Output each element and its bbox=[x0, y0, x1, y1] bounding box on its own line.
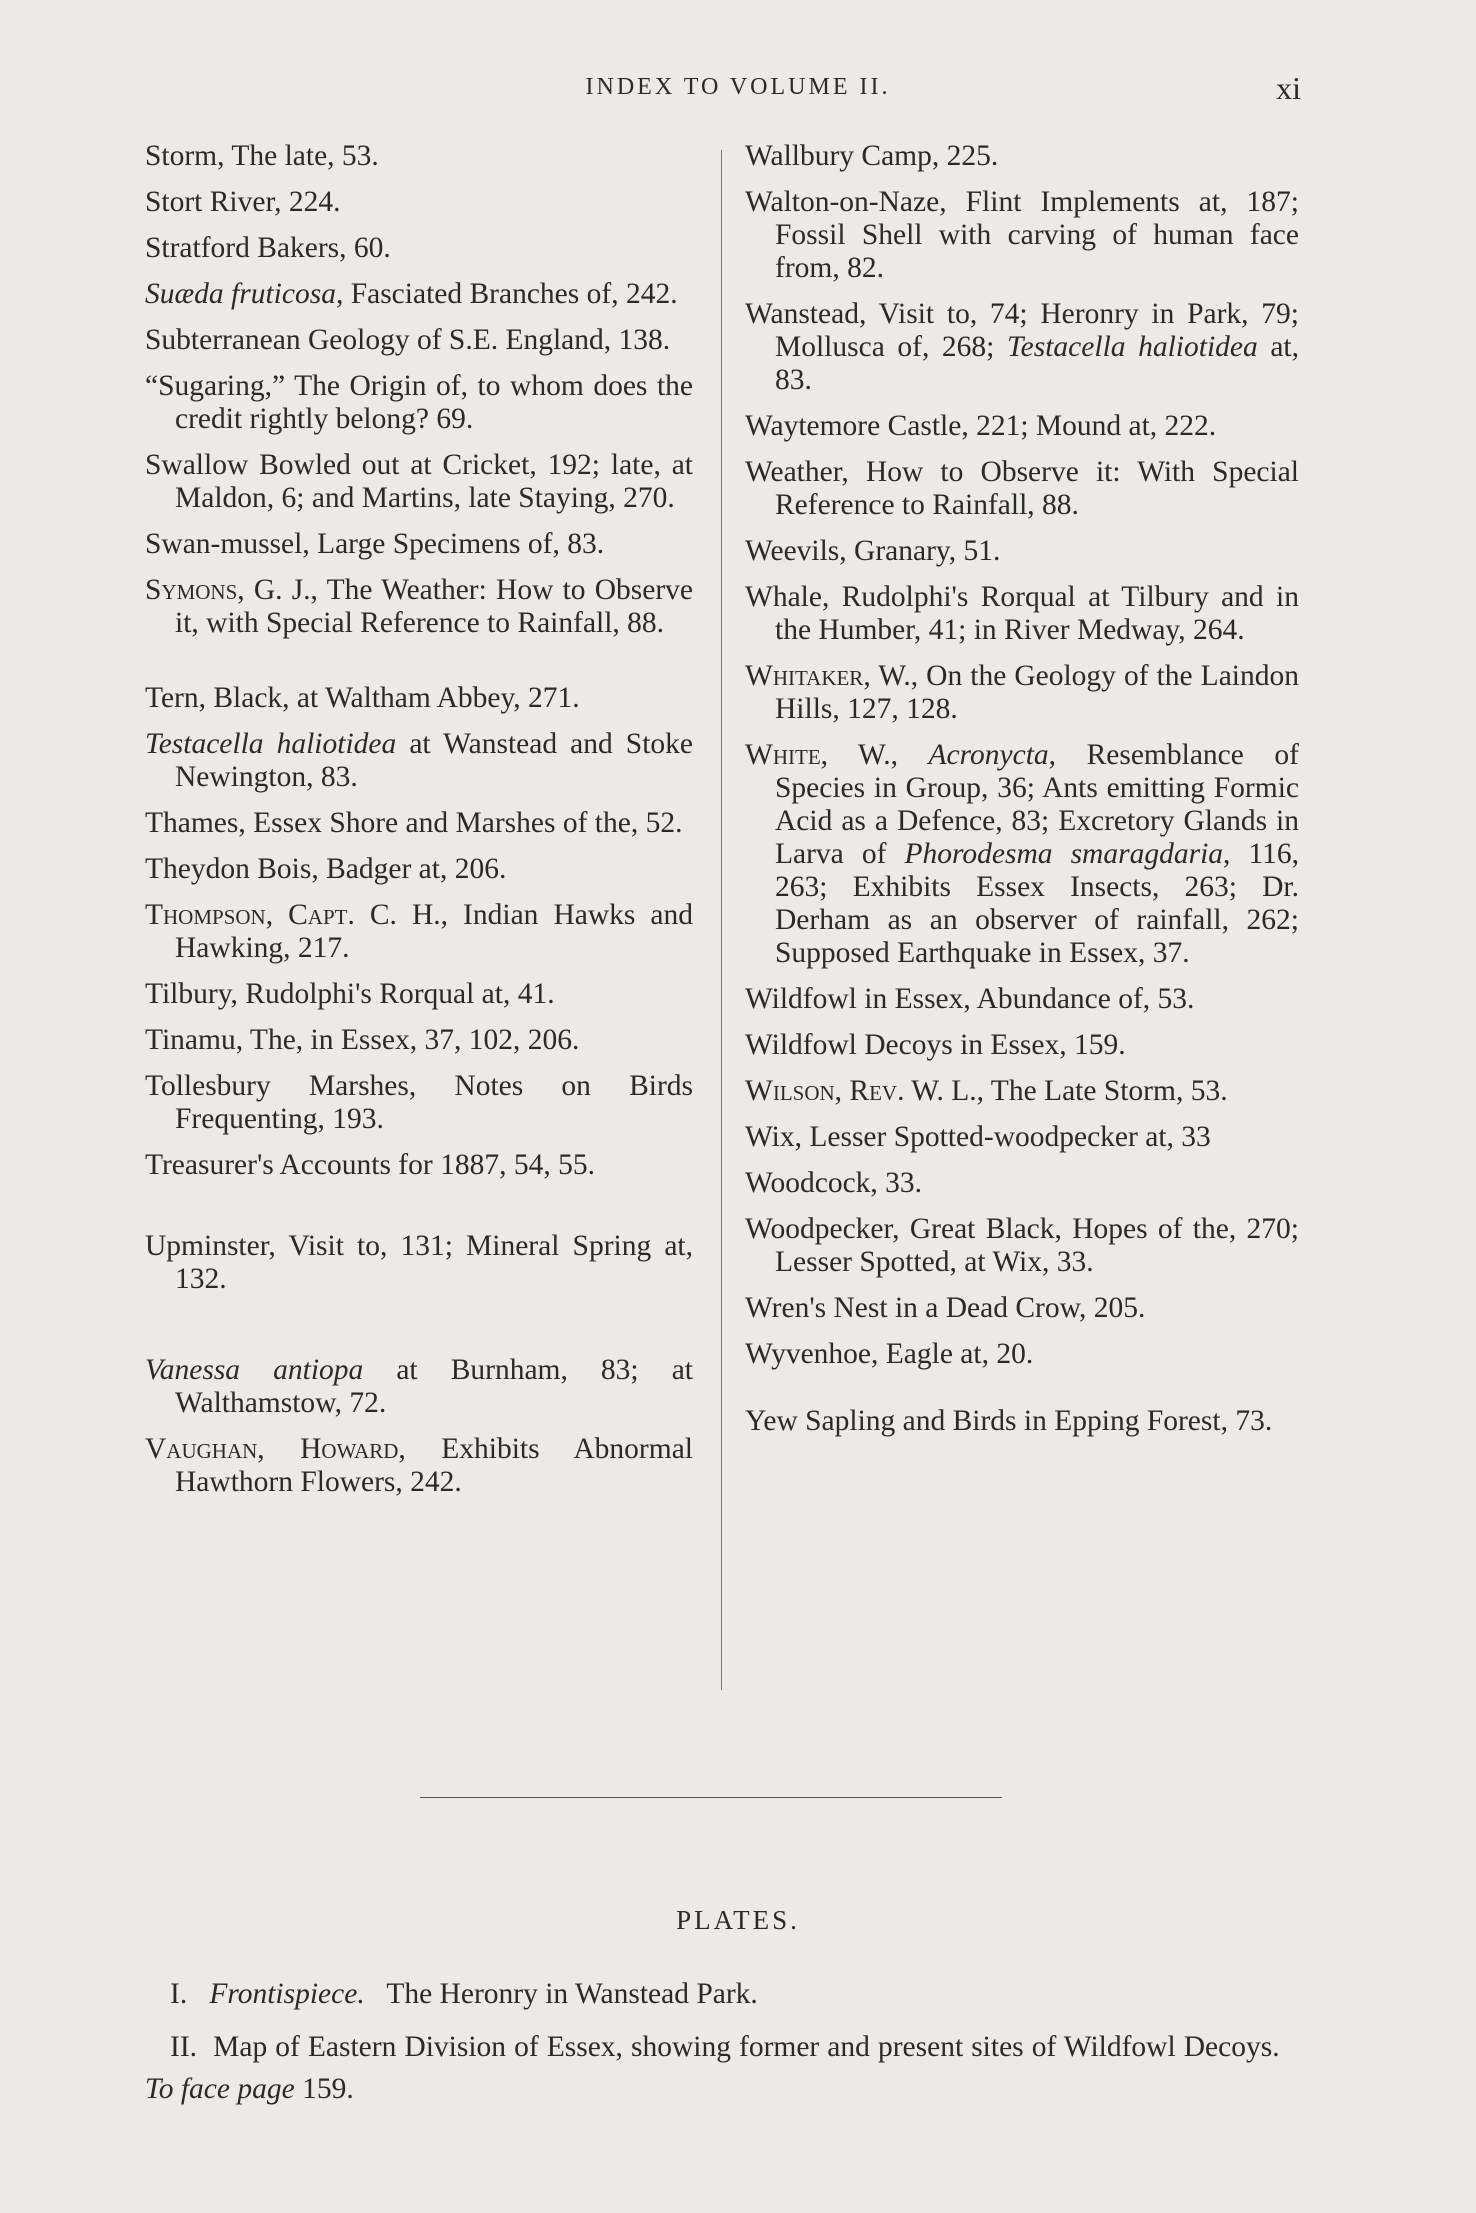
index-entry bbox=[145, 853, 693, 886]
column-divider bbox=[721, 150, 722, 1690]
index-entry bbox=[745, 660, 1299, 726]
index-entry bbox=[745, 535, 1299, 568]
entry-text: Stratford Bakers, 60. bbox=[145, 232, 391, 264]
index-entry bbox=[745, 456, 1299, 522]
entry-text: Yew Sapling and Birds in Epping Forest, 73. bbox=[745, 1405, 1273, 1437]
entry-author-name: Whitaker, W. bbox=[745, 660, 911, 692]
index-entry bbox=[745, 186, 1299, 285]
entry-text: Swallow Bowled out at Cricket, 192; late, at Maldon, 6; and Martins, late Staying, 270. bbox=[145, 449, 693, 514]
entry-text: , 116, 263; Exhibits Essex Insects, 263; Dr. Derham as an observer of rainfall, 262; Supposed Earthquake in Essex, 37. bbox=[775, 838, 1299, 969]
entry-text: at, 83. bbox=[775, 331, 1300, 396]
entry-text: Swan-mussel, Large Specimens of, 83. bbox=[145, 528, 605, 560]
entry-text: , The Late Storm, 53. bbox=[976, 1075, 1228, 1107]
entry-text: at Burnham, 83; at Walthamstow, 72. bbox=[175, 1354, 693, 1419]
entry-author-name: Vaughan, Howard bbox=[145, 1433, 399, 1465]
entry-text: , Resemblance of Species in Group, 36; Ants emitting Formic Acid as a Defence, 83; Excretory Glands in Larva of bbox=[775, 739, 1299, 870]
running-head bbox=[0, 70, 1476, 110]
entry-text: Waytemore Castle, 221; Mound at, 222. bbox=[745, 410, 1217, 442]
index-entry bbox=[145, 324, 693, 357]
entry-text: Treasurer's Accounts for 1887, 54, 55. bbox=[145, 1149, 595, 1181]
plate-caption: Map of Eastern Division of Essex, showing former and present sites of Wildfowl Decoys. bbox=[213, 2031, 1280, 2063]
plate-caption-italic: To face page bbox=[145, 2073, 295, 2105]
entry-text: Stort River, 224. bbox=[145, 186, 341, 218]
index-entry bbox=[145, 1024, 693, 1057]
index-entry bbox=[745, 739, 1299, 970]
index-entry bbox=[145, 278, 693, 311]
entry-text: Theydon Bois, Badger at, 206. bbox=[145, 853, 507, 885]
index-entry bbox=[145, 140, 693, 173]
index-entry bbox=[745, 410, 1299, 443]
index-entry bbox=[145, 807, 693, 840]
entry-author-name: Thompson, Capt. C. H. bbox=[145, 899, 441, 931]
entry-italic-text: Testacella haliotidea bbox=[145, 728, 397, 760]
plate-page: 159. bbox=[302, 2073, 354, 2105]
plate-caption-italic: Frontispiece. bbox=[209, 1978, 365, 2010]
index-entry bbox=[145, 682, 693, 715]
index-entry bbox=[745, 581, 1299, 647]
index-entry bbox=[145, 528, 693, 561]
entry-text: Wildfowl Decoys in Essex, 159. bbox=[745, 1029, 1126, 1061]
index-entry bbox=[145, 1354, 693, 1420]
page-title: INDEX TO VOLUME II. bbox=[585, 74, 891, 100]
entry-text: Tilbury, Rudolphi's Rorqual at, 41. bbox=[145, 978, 555, 1010]
entry-text: Thames, Essex Shore and Marshes of the, 52. bbox=[145, 807, 683, 839]
index-entry bbox=[745, 1338, 1299, 1371]
index-entry bbox=[145, 186, 693, 219]
entry-text: Wildfowl in Essex, Abundance of, 53. bbox=[745, 983, 1195, 1015]
entry-text: , Fasciated Branches of, 242. bbox=[335, 278, 678, 310]
index-column-left bbox=[145, 140, 693, 1512]
entry-text: Whale, Rudolphi's Rorqual at Tilbury and in the Humber, 41; in River Medway, 264. bbox=[745, 581, 1299, 646]
entry-text: Subterranean Geology of S.E. England, 138. bbox=[145, 324, 671, 356]
index-entry bbox=[745, 1292, 1299, 1325]
entry-text: Woodpecker, Great Black, Hopes of the, 270; Lesser Spotted, at Wix, 33. bbox=[745, 1213, 1299, 1278]
index-entry bbox=[145, 1149, 693, 1182]
plate-entry bbox=[145, 2026, 1295, 2110]
index-entry bbox=[145, 449, 693, 515]
page-number: xi bbox=[1276, 70, 1301, 106]
entry-italic-text: Suæda fruticosa bbox=[145, 278, 336, 310]
index-entry bbox=[145, 1070, 693, 1136]
entry-author-name: White, W. bbox=[745, 739, 891, 771]
plate-caption: The Heronry in Wanstead Park. bbox=[386, 1978, 758, 2010]
entry-italic-text: Vanessa antiopa bbox=[145, 1354, 364, 1386]
entry-italic-text: Phorodesma smaragdaria bbox=[904, 838, 1224, 870]
index-entry bbox=[145, 370, 693, 436]
entry-text: Tollesbury Marshes, Notes on Birds Frequenting, 193. bbox=[145, 1070, 693, 1135]
entry-text: “Sugaring,” The Origin of, to whom does the credit rightly belong? 69. bbox=[145, 370, 693, 435]
section-divider bbox=[420, 1797, 1002, 1798]
entry-author-name: Wilson, Rev. W. L. bbox=[745, 1075, 977, 1107]
entry-text: Wanstead, Visit to, 74; Heronry in Park, 79; Mollusca of, 268; bbox=[745, 298, 1299, 363]
index-entry bbox=[745, 1405, 1299, 1438]
entry-text: Wix, Lesser Spotted-woodpecker at, 33 bbox=[745, 1121, 1211, 1153]
plates-heading: PLATES. bbox=[676, 1905, 800, 1935]
entry-text: Wallbury Camp, 225. bbox=[745, 140, 999, 172]
entry-text: Storm, The late, 53. bbox=[145, 140, 379, 172]
entry-text: Wren's Nest in a Dead Crow, 205. bbox=[745, 1292, 1146, 1324]
entry-text: at Wanstead and Stoke Newington, 83. bbox=[175, 728, 693, 793]
entry-text: , Exhibits Abnormal Hawthorn Flowers, 242. bbox=[175, 1433, 693, 1498]
index-entry bbox=[145, 899, 693, 965]
entry-text: , bbox=[890, 739, 929, 771]
index-entry bbox=[145, 232, 693, 265]
index-column-right bbox=[745, 140, 1299, 1451]
entry-text: Upminster, Visit to, 131; Mineral Spring at, 132. bbox=[145, 1230, 693, 1295]
index-entry bbox=[745, 1029, 1299, 1062]
entry-italic-text: Testacella haliotidea bbox=[1006, 331, 1258, 363]
index-entry bbox=[145, 1230, 693, 1296]
entry-text: , Indian Hawks and Hawking, 217. bbox=[175, 899, 693, 964]
entry-text: , The Weather: How to Observe it, with Special Reference to Rainfall, 88. bbox=[175, 574, 693, 639]
entry-text: , On the Geology of the Laindon Hills, 127, 128. bbox=[775, 660, 1299, 725]
entry-text: Wyvenhoe, Eagle at, 20. bbox=[745, 1338, 1034, 1370]
entry-italic-text: Acronycta bbox=[928, 739, 1049, 771]
index-entry bbox=[145, 978, 693, 1011]
index-entry bbox=[745, 298, 1299, 397]
index-entry bbox=[145, 728, 693, 794]
index-entry bbox=[145, 1433, 693, 1499]
plate-number: I. bbox=[170, 1978, 188, 2010]
entry-text: Walton-on-Naze, Flint Implements at, 187; Fossil Shell with carving of human face from, 82. bbox=[745, 186, 1299, 284]
index-entry bbox=[745, 140, 1299, 173]
plate-entry bbox=[145, 1973, 1320, 2015]
entry-text: Woodcock, 33. bbox=[745, 1167, 923, 1199]
index-entry bbox=[745, 1167, 1299, 1200]
entry-text: Weather, How to Observe it: With Special Reference to Rainfall, 88. bbox=[745, 456, 1299, 521]
index-entry bbox=[745, 1213, 1299, 1279]
index-entry bbox=[745, 983, 1299, 1016]
entry-author-name: Symons, G. J. bbox=[145, 574, 311, 606]
index-entry bbox=[745, 1075, 1299, 1108]
entry-text: Tinamu, The, in Essex, 37, 102, 206. bbox=[145, 1024, 580, 1056]
index-entry bbox=[145, 574, 693, 640]
plate-number: II. bbox=[170, 2031, 198, 2063]
index-entry bbox=[745, 1121, 1299, 1154]
entry-text: Tern, Black, at Waltham Abbey, 271. bbox=[145, 682, 580, 714]
entry-text: Weevils, Granary, 51. bbox=[745, 535, 1001, 567]
